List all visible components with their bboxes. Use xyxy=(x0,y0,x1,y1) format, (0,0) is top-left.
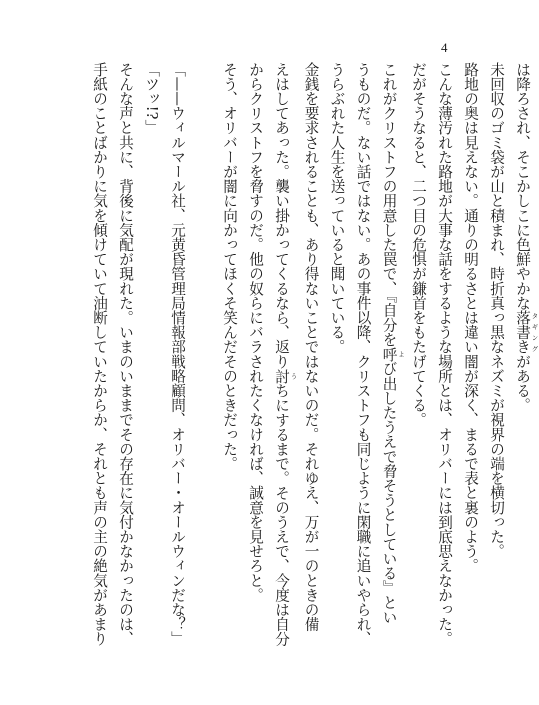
furigana: 呼 よ xyxy=(380,346,405,362)
text-line: 金銭を要求されることも、あり得ないことではないのだ。それゆえ、万が一のときの備 xyxy=(302,62,320,632)
text-line: 未回収のゴミ袋が山と積まれ、時折真っ黒なネズミが視界の端を横切った。 xyxy=(488,62,505,559)
text-line: えはしてあった。襲い掛かってくるなら、返り討 うちにするまで。そのうえで、今度は自分 xyxy=(273,62,298,647)
text-line: そんな声と共に、背後に気配が現れた。いまのいままでその存在に気付かなかったのは、 xyxy=(117,62,134,646)
text-line: からクリストフを脅すのだ。他の奴らにバラされたくなければ、誠意を見せろと。 xyxy=(247,62,264,603)
furigana: 落書き タギング xyxy=(514,310,539,355)
furigana: 討 う xyxy=(273,368,298,384)
text-line: は降ろされ、そこかしこに色鮮やかな落書き タギングがある。 xyxy=(514,62,539,413)
text-line: うらぶれた人生を送っていると聞いている。 xyxy=(328,62,346,354)
text-line: だがそうなると、二つ目の危惧が鎌首をもたげてくる。 xyxy=(410,62,427,427)
novel-text-block xyxy=(86,62,539,682)
vertical-text-columns xyxy=(86,62,539,682)
dialogue-line: 「ツッ!?」 xyxy=(143,62,160,135)
text-line: 路地の奥は見えない。通りの明るさとは違い闇が深く、まるで表と裏のよう。 xyxy=(462,62,479,573)
text-line: うものだ。ない話ではない。あの事件以降、クリストフも同じように閑職に追いやられ、 xyxy=(354,62,372,646)
blank-line xyxy=(190,62,216,682)
text-line: 手紙のことばかりに気を傾けていて油断していたからか、それとも声の主の絶気があまり xyxy=(91,62,108,646)
text-line: こんな薄汚れた路地が大事な話をするような場所とは、オリバーには到底思えなかった。 xyxy=(436,62,453,646)
dialogue-line: 「——ウィルマール社、元黄昏管理局情報部戦略顧問、オリバー・オールウィンだな？」 xyxy=(169,62,186,646)
page-number: 4 xyxy=(441,40,448,55)
text-line: これがクリストフの用意した罠で、『自分を呼 よび出したうえで脅そうとしている』とい xyxy=(380,62,405,625)
text-line: そう、オリバーが闇に向かってほくそ笑んだそのときだった。 xyxy=(221,62,238,471)
